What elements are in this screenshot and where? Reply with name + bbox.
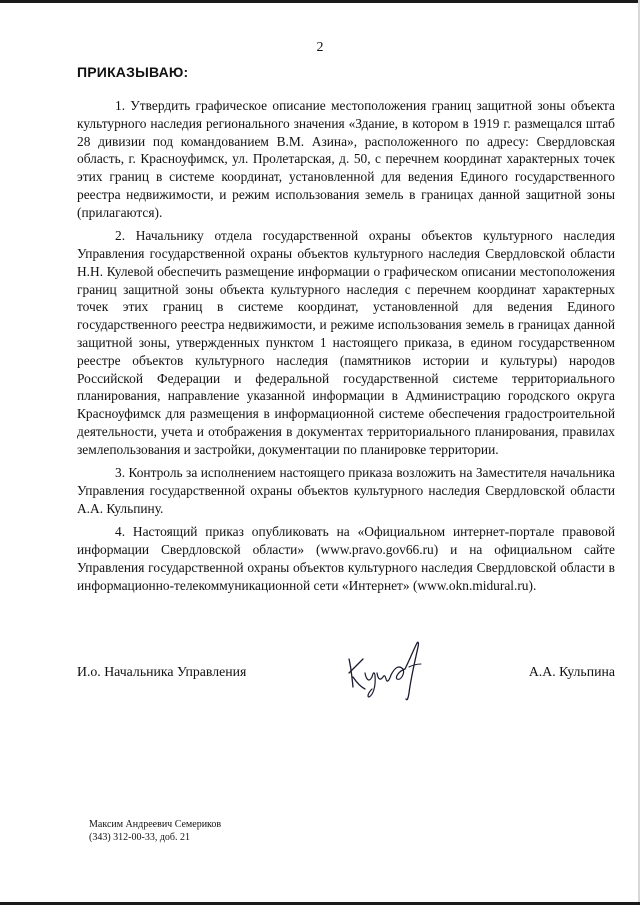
executor-name: Максим Андреевич Семериков (89, 819, 222, 830)
order-item-4: 4. Настоящий приказ опубликовать на «Официальном интернет-портале правовой информации Свердловской области» (www.pravo.gov66.ru) и на официальном сайте Управления государственной охраны объектов культурного наследия Свердловской области в информационно-телекоммуникационной сети «Интернет» (www.okn.midural.ru). (77, 524, 615, 593)
order-item-1: 1. Утвердить графическое описание местоположения границ защитной зоны объекта культурного наследия регионального значения «Здание, в котором в 1919 г. размещался штаб 28 дивизии под командованием В.М. Азина», расположенного по адресу: Свердловская область, г. Красноуфимск, ул. Пролетарская, д. 50, с перечнем координат характерных точек этих границ в системе координат, установленной для ведения Единого государственного реестра недвижимости, и режим использования земель в границах данной защитной зоны (прилагаются). (77, 98, 615, 220)
handwritten-signature (343, 637, 433, 703)
signatory-position: И.о. Начальника Управления (77, 664, 247, 679)
executor-phone: (343) 312-00-33, доб. 21 (89, 832, 190, 843)
order-body (77, 97, 615, 600)
order-item-2: 2. Начальнику отдела государственной охраны объектов культурного наследия Управления государственной охраны объектов культурного наследия Свердловской области Н.Н. Кулевой обеспечить размещение информации о графическом описании местоположения границ защитной зоны объекта культурного наследия с перечнем координат характерных точек этих границ в системе координат, установленной для ведения Единого государственного реестра недвижимости, и режиме использования земель в границах данной защитной зоны, утвержденных пунктом 1 настоящего приказа, в едином государственном реестре объектов культурного наследия (памятников истории и культуры) народов Российской Федерации и федеральной государственной системе территориального планирования, направление указанной информации в Администрацию городского округа Красноуфимск для размещения в информационной системе обеспечения градостроительной деятельности, учета и отображения в документах территориального планирования, правилах землепользования и застройки, документации по планировке территории. (77, 228, 615, 457)
order-item-3: 3. Контроль за исполнением настоящего приказа возложить на Заместителя начальника Управления государственной охраны объектов культурного наследия Свердловской области А.А. Кульпину. (77, 465, 615, 516)
order-heading: ПРИКАЗЫВАЮ: (77, 64, 189, 80)
scan-border-top (0, 0, 640, 3)
page-number: 2 (316, 40, 324, 55)
signatory-name: А.А. Кульпина (528, 664, 615, 679)
executor-info (89, 818, 221, 844)
